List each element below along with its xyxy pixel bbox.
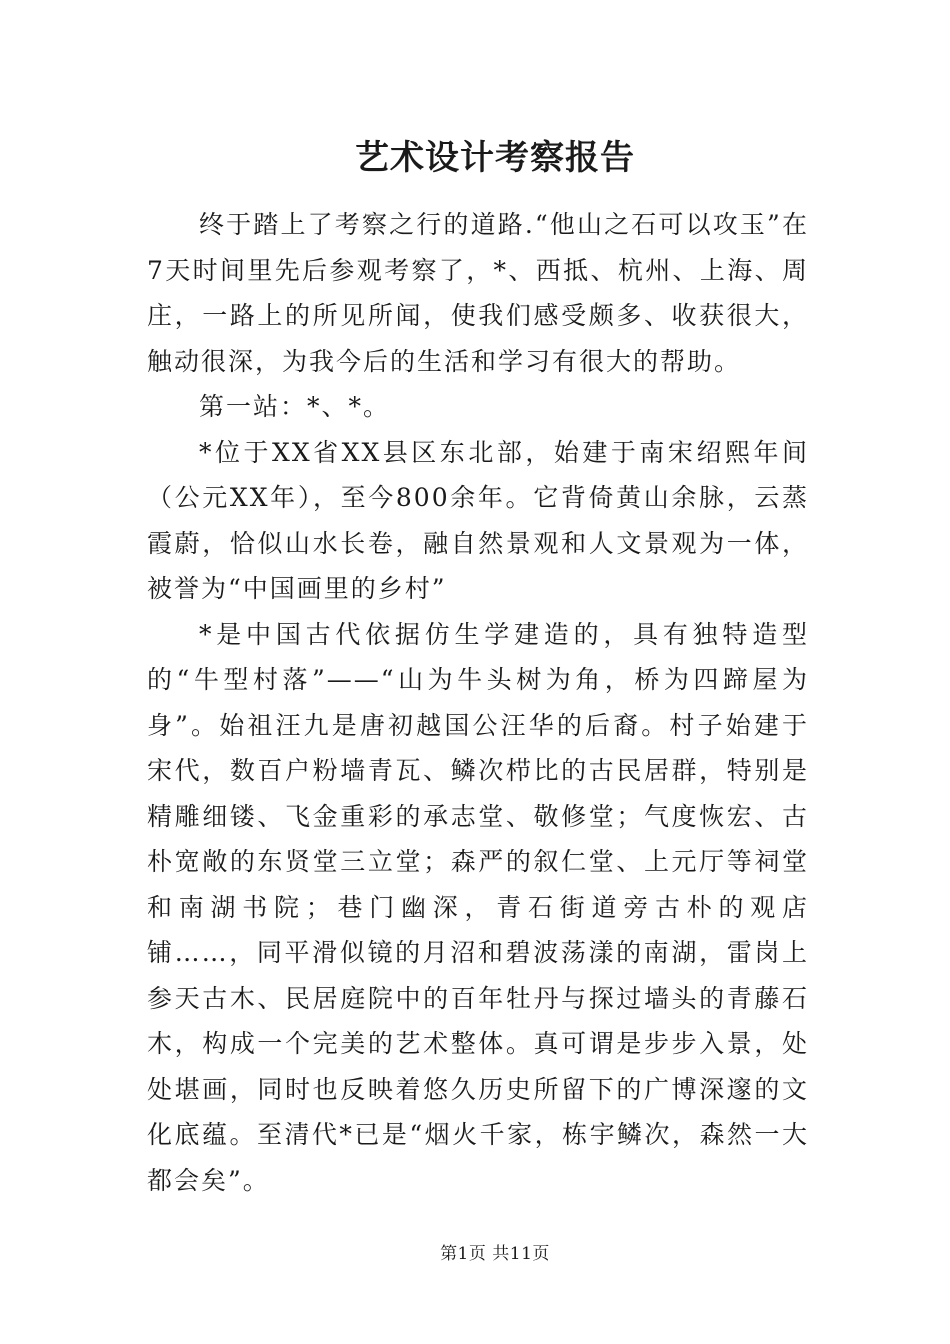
document-body [147, 202, 809, 1203]
page-number-footer: 第1页 共11页 [440, 1244, 550, 1264]
paragraph-location: *位于XX省XX县区东北部，始建于南宋绍熙年间（公元XX年），至今800余年。它背倚黄山余脉，云蒸霞蔚，恰似山水长卷，融自然景观和人文景观为一体，被誉为“中国画里的乡村” [147, 437, 809, 603]
document-title: 艺术设计考察报告 [355, 138, 635, 178]
paragraph-village-description: *是中国古代依据仿生学建造的，具有独特造型的“牛型村落”——“山为牛头树为角，桥为四蹄屋为身”。始祖汪九是唐初越国公汪华的后裔。村子始建于宋代，数百户粉墙青瓦、鳞次栉比的古民居群，特别是精雕细镂、飞金重彩的承志堂、敬修堂；气度恢宏、古朴宽敞的东贤堂三立堂；森严的叙仁堂、上元厅等祠堂和南湖书院；巷门幽深，青石街道旁古朴的观店铺……，同平滑似镜的月沼和碧波荡漾的南湖，雷岗上参天古木、民居庭院中的百年牡丹与探过墙头的青藤石木，构成一个完美的艺术整体。真可谓是步步入景，处处堪画，同时也反映着悠久历史所留下的广博深邃的文化底蕴。至清代*已是“烟火千家，栋宇鳞次，森然一大都会矣”。 [147, 619, 809, 1195]
paragraph-first-stop: 第一站：*、*。 [199, 392, 391, 421]
paragraph-intro: 终于踏上了考察之行的道路.“他山之石可以攻玉”在7天时间里先后参观考察了，*、西抵、杭州、上海、周庄，一路上的所见所闻，使我们感受颇多、收获很大，触动很深，为我今后的生活和学习有很大的帮助。 [147, 210, 809, 376]
